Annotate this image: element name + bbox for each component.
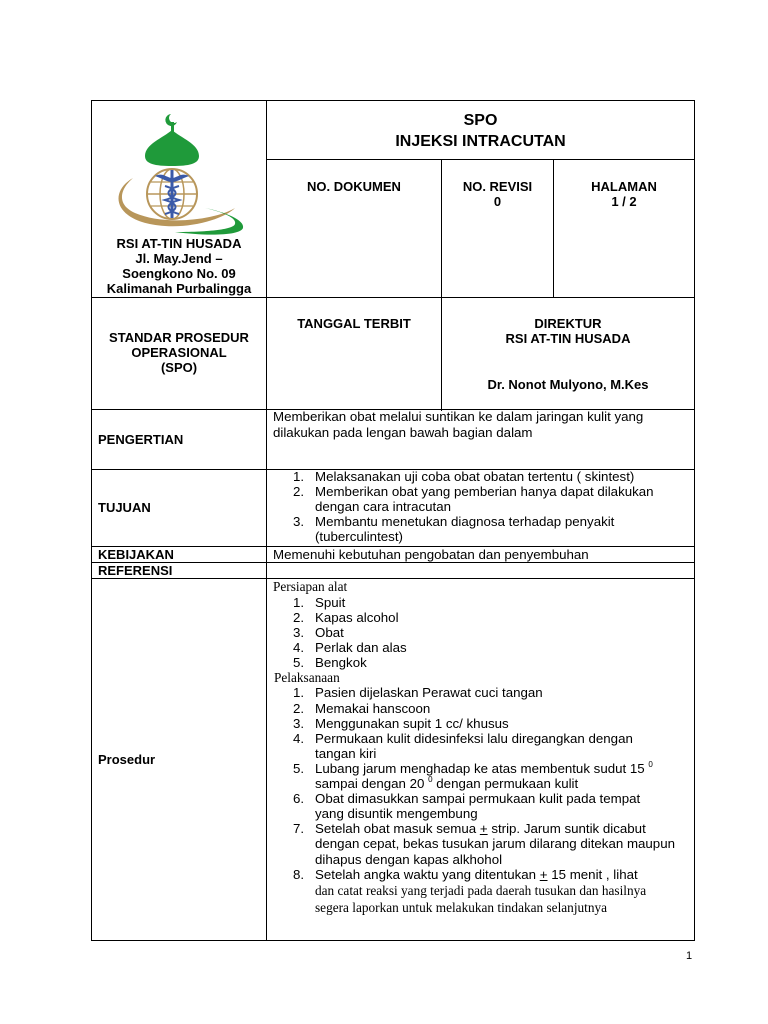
persiapan-item: 2. Kapas alcohol — [293, 610, 399, 626]
pelaksanaan-step: 7. Setelah obat masuk semua + strip. Jarum suntik dicabut dengan cepat, bekas tusukan jarum dilarang ditekan maupun dihapus dengan kapas alkhohol — [293, 821, 675, 867]
pengertian-text: Memberikan obat melalui suntikan ke dalam jaringan kulit yang dilakukan pada lengan bawah bagian dalam — [273, 409, 644, 440]
pelaksanaan-step: 6. Obat dimasukkan sampai permukaan kulit pada tempat yang disuntik mengembung — [293, 791, 641, 822]
halaman-value: 1 / 2 — [611, 194, 637, 209]
spo-label-line-3: (SPO) — [160, 360, 198, 375]
kebijakan-text: Memenuhi kebutuhan pengobatan dan penyembuhan — [273, 547, 589, 562]
direktur-label: DIREKTUR — [534, 316, 602, 331]
tujuan-list — [267, 469, 692, 544]
persiapan-item: 3. Obat — [293, 625, 344, 641]
prosedur-label: Prosedur — [98, 752, 156, 767]
spo-label-line-2: OPERASIONAL — [131, 345, 227, 360]
pelaksanaan-heading: Pelaksanaan — [274, 670, 340, 686]
pelaksanaan-list — [267, 685, 692, 915]
pengertian-label: PENGERTIAN — [98, 432, 184, 447]
referensi-label: REFERENSI — [98, 563, 173, 578]
direktur-block — [442, 316, 694, 346]
halaman-label: HALAMAN — [591, 179, 657, 194]
hospital-name: RSI AT-TIN HUSADA — [116, 236, 242, 251]
no-dokumen-label: NO. DOKUMEN — [307, 179, 401, 194]
address-line-2: Soengkono No. 09 — [122, 266, 236, 281]
title-spo: SPO — [463, 112, 498, 129]
no-revisi-value: 0 — [493, 194, 502, 209]
direktur-org: RSI AT-TIN HUSADA — [505, 331, 631, 346]
prosedur-content — [267, 579, 692, 916]
page-number: 1 — [686, 950, 693, 962]
tujuan-label: TUJUAN — [98, 500, 151, 515]
pelaksanaan-step: 3. Menggunakan supit 1 cc/ khusus — [293, 715, 509, 731]
persiapan-item: 5. Bengkok — [293, 655, 367, 671]
address-line-1: Jl. May.Jend – — [135, 251, 223, 266]
tujuan-item: 1. Melaksanakan uji coba obat obatan tertentu ( skintest) — [293, 469, 635, 484]
tujuan-item: 3. Membantu menetukan diagnosa terhadap penyakit (tuberculintest) — [293, 514, 615, 545]
pelaksanaan-step: 1. Pasien dijelaskan Perawat cuci tangan — [293, 685, 543, 701]
persiapan-heading: Persiapan alat — [273, 579, 348, 594]
pelaksanaan-step: 2. Memakai hanscoon — [293, 700, 431, 716]
tujuan-item: 2. Memberikan obat yang pemberian hanya dapat dilakukan dengan cara intracutan — [293, 484, 654, 515]
pelaksanaan-step: 4. Permukaan kulit didesinfeksi lalu diregangkan dengan tangan kiri — [293, 730, 633, 761]
persiapan-item: 4. Perlak dan alas — [293, 640, 407, 656]
pelaksanaan-step: 5. Lubang jarum menghadap ke atas membentuk sudut 15 $^0$ sampai dengan 20 $^0$ dengan permukaan kulit — [293, 759, 653, 792]
kebijakan-label: KEBIJAKAN — [98, 547, 174, 562]
persiapan-item: 1. Spuit — [293, 595, 346, 610]
no-revisi-cell — [442, 179, 553, 209]
pelaksanaan-step: 8. Setelah angka waktu yang ditentukan + 15 menit , lihat dan catat reaksi yang terjadi pada daerah tusukan dan hasilnya segera laporkan untuk melakukan tindakan selanjutnya — [293, 866, 647, 915]
spo-label-line-1: STANDAR PROSEDUR — [109, 330, 249, 345]
halaman-cell — [554, 179, 694, 209]
spo-label — [92, 330, 266, 375]
hospital-logo — [105, 108, 250, 238]
address-line-3: Kalimanah Purbalingga — [106, 281, 252, 296]
hospital-address — [92, 236, 266, 296]
title-injeksi: INJEKSI INTRACUTAN — [395, 133, 566, 150]
document-title — [267, 110, 694, 152]
no-revisi-label: NO. REVISI — [462, 179, 533, 194]
direktur-name: Dr. Nonot Mulyono, M.Kes — [487, 377, 649, 392]
persiapan-list — [267, 595, 692, 670]
tanggal-terbit-label: TANGGAL TERBIT — [297, 316, 411, 331]
